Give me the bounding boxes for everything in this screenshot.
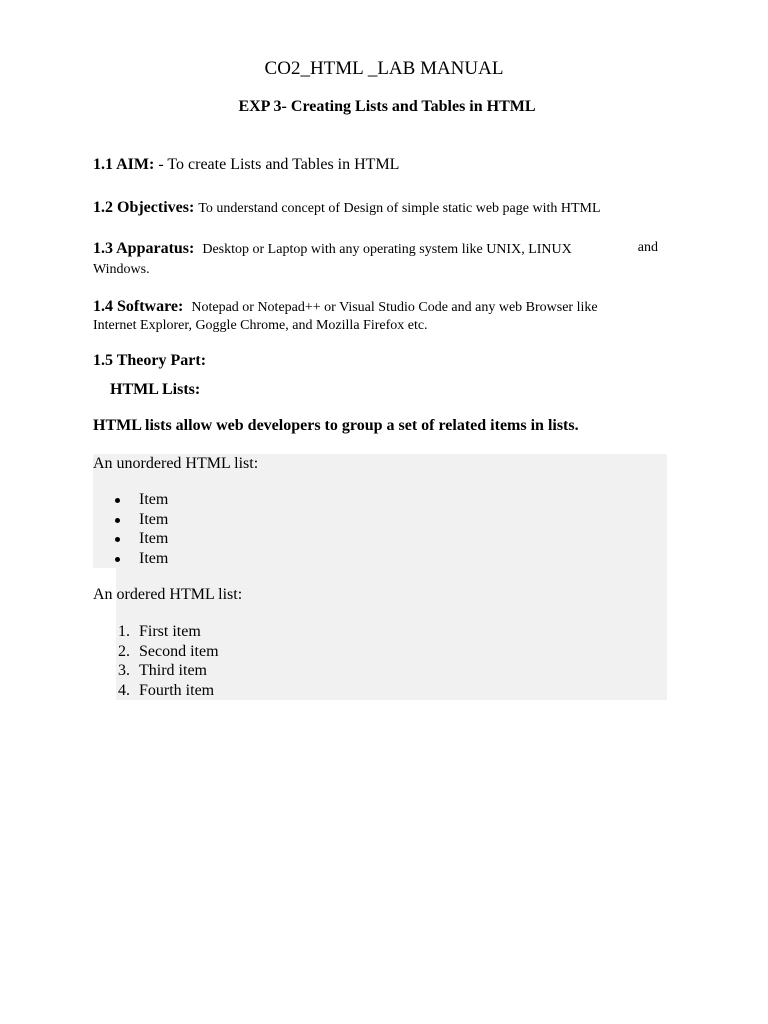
- document-title: CO2_HTML _LAB MANUAL: [264, 58, 504, 79]
- unordered-example-heading: An unordered HTML list:: [93, 455, 259, 472]
- bullet-icon: [115, 518, 120, 523]
- list-number: 2.: [118, 642, 130, 660]
- list-item: Item: [93, 510, 168, 530]
- bullet-icon: [115, 498, 120, 503]
- list-item: Item: [93, 549, 168, 569]
- section-theory-intro: HTML lists allow web developers to group a set of related items in lists.: [93, 417, 579, 434]
- section-software-label: 1.4 Software:: [93, 298, 184, 315]
- experiment-title: EXP 3- Creating Lists and Tables in HTML: [238, 98, 536, 115]
- list-item: 1. First item: [93, 622, 219, 642]
- section-apparatus-label: 1.3 Apparatus:: [93, 240, 195, 257]
- section-aim: [93, 156, 399, 174]
- list-number: 3.: [118, 662, 130, 680]
- section-software: [93, 298, 598, 316]
- bullet-icon: [115, 557, 120, 562]
- list-item: Item: [93, 529, 168, 549]
- list-item: Item: [93, 490, 168, 510]
- section-apparatus-line1: Desktop or Laptop with any operating system like UNIX, LINUX: [202, 242, 572, 257]
- section-aim-text: - To create Lists and Tables in HTML: [154, 156, 400, 173]
- section-objectives: [93, 199, 601, 217]
- list-number: 4.: [118, 682, 130, 700]
- list-item: 3. Third item: [93, 661, 219, 681]
- list-number: 1.: [118, 623, 130, 640]
- section-theory-subheading: HTML Lists:: [110, 381, 201, 398]
- bullet-icon: [115, 537, 120, 542]
- ordered-list: [93, 622, 219, 701]
- ordered-example-heading: An ordered HTML list:: [93, 586, 243, 603]
- section-software-line1: Notepad or Notepad++ or Visual Studio Code and any web Browser like: [191, 300, 598, 315]
- section-objectives-label: 1.2 Objectives:: [93, 199, 195, 216]
- section-apparatus-line2: Windows.: [93, 262, 150, 277]
- list-item: 2. Second item: [93, 642, 219, 662]
- section-aim-label: 1.1 AIM:: [93, 156, 155, 173]
- list-item: 4. Fourth item: [93, 681, 219, 701]
- unordered-list: [93, 490, 168, 569]
- section-software-line2: Internet Explorer, Goggle Chrome, and Mozilla Firefox etc.: [93, 318, 428, 333]
- section-theory-label: 1.5 Theory Part:: [93, 352, 207, 369]
- section-apparatus-line1-end: and: [637, 240, 658, 255]
- section-objectives-text: To understand concept of Design of simple static web page with HTML: [198, 201, 601, 216]
- section-apparatus: [93, 240, 658, 258]
